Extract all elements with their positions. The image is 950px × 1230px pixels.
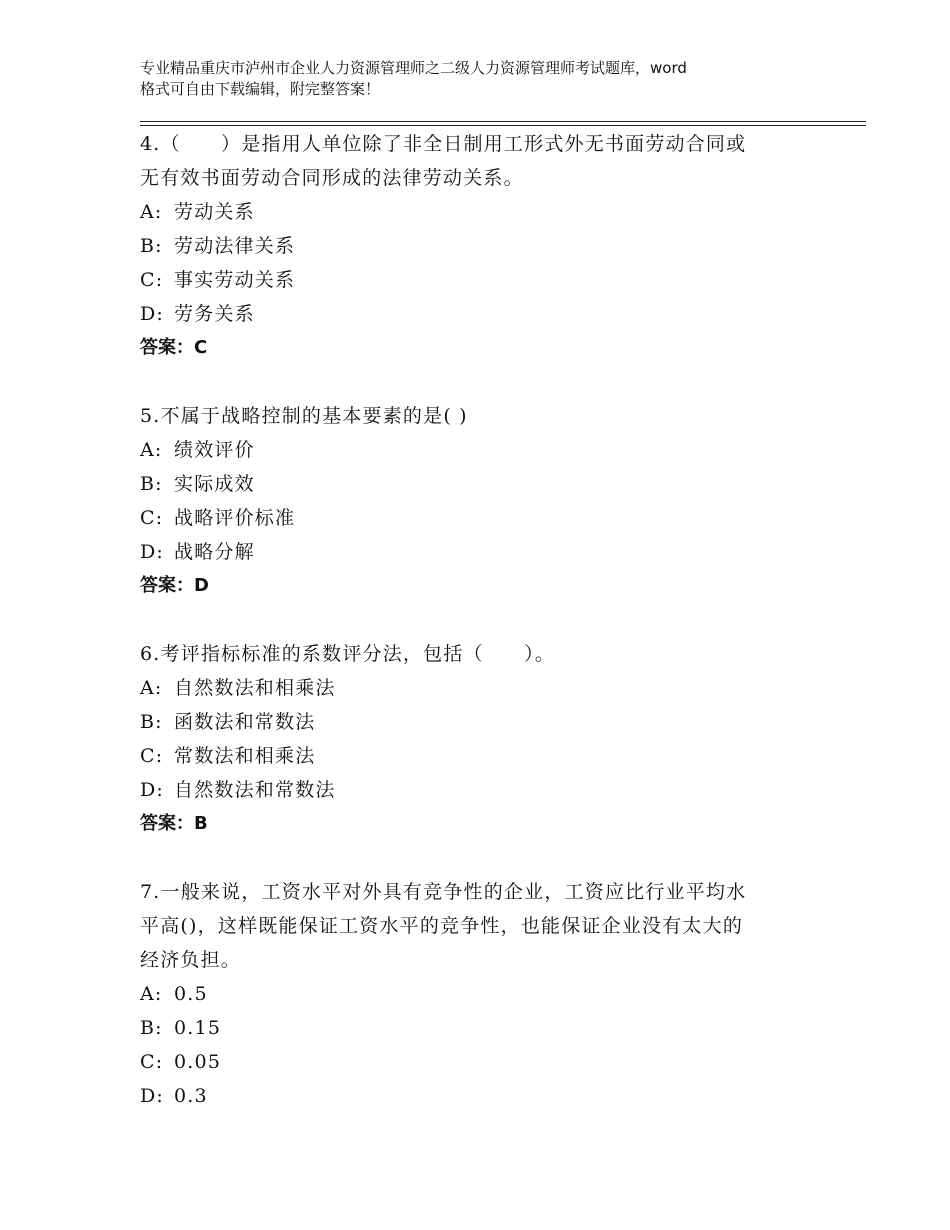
option-letter: D:: [140, 303, 165, 325]
question-stem-line: 4.（ ）是指用人单位除了非全日制用工形式外无书面劳动合同或: [140, 133, 747, 155]
option-text: 绩效评价: [174, 439, 255, 461]
option-text: 自然数法和相乘法: [174, 677, 336, 699]
option-a: [140, 977, 840, 1011]
question-stem-line: 6.考评指标标准的系数评分法，包括（ ）。: [140, 643, 556, 665]
header-line-2: 格式可自由下载编辑，附完整答案！: [140, 80, 381, 98]
option-c: [140, 263, 840, 297]
answer-line: 答案：C: [140, 337, 208, 358]
option-a: [140, 195, 840, 229]
question-4: [140, 127, 840, 365]
answer-line: 答案：D: [140, 575, 209, 596]
option-text: 战略评价标准: [174, 507, 296, 529]
option-text: 战略分解: [174, 541, 255, 563]
option-d: [140, 535, 840, 569]
option-c: [140, 1045, 840, 1079]
question-stem-line: 经济负担。: [140, 949, 242, 971]
option-b: [140, 467, 840, 501]
option-d: [140, 297, 840, 331]
option-letter: D:: [140, 779, 165, 801]
question-stem-line: 无有效书面劳动合同形成的法律劳动关系。: [140, 167, 524, 189]
option-letter: D:: [140, 541, 165, 563]
option-text: 函数法和常数法: [174, 711, 316, 733]
header-rule-thick: [140, 121, 866, 122]
option-letter: A:: [140, 677, 163, 699]
option-text: 劳动法律关系: [174, 235, 296, 257]
option-c: [140, 739, 840, 773]
option-a: [140, 433, 840, 467]
question-6: [140, 637, 840, 841]
option-text: 0.05: [174, 1051, 222, 1073]
option-text: 常数法和相乘法: [174, 745, 316, 767]
option-letter: B:: [140, 711, 163, 733]
option-letter: B:: [140, 1017, 163, 1039]
question-stem-line: 5.不属于战略控制的基本要素的是( ): [140, 405, 468, 427]
option-text: 0.3: [174, 1085, 208, 1107]
option-text: 劳动关系: [174, 201, 255, 223]
option-b: [140, 705, 840, 739]
option-d: [140, 773, 840, 807]
question-gap: [140, 365, 840, 399]
option-text: 自然数法和常数法: [174, 779, 336, 801]
option-d: [140, 1079, 840, 1113]
option-letter: C:: [140, 745, 164, 767]
header-line-1: 专业精品重庆市泸州市企业人力资源管理师之二级人力资源管理师考试题库，word: [140, 59, 687, 77]
option-letter: C:: [140, 269, 164, 291]
header-rule-thin: [140, 125, 866, 126]
option-letter: A:: [140, 201, 163, 223]
option-letter: B:: [140, 235, 163, 257]
option-letter: B:: [140, 473, 163, 495]
question-5: [140, 399, 840, 603]
option-letter: D:: [140, 1085, 165, 1107]
option-text: 劳务关系: [174, 303, 255, 325]
option-text: 实际成效: [174, 473, 255, 495]
question-stem-line: 7.一般来说，工资水平对外具有竞争性的企业，工资应比行业平均水: [140, 881, 747, 903]
option-text: 0.5: [174, 983, 208, 1005]
answer-line: 答案：B: [140, 813, 208, 834]
option-c: [140, 501, 840, 535]
option-text: 0.15: [174, 1017, 222, 1039]
option-b: [140, 1011, 840, 1045]
option-a: [140, 671, 840, 705]
option-text: 事实劳动关系: [174, 269, 296, 291]
option-letter: C:: [140, 1051, 164, 1073]
option-letter: A:: [140, 439, 163, 461]
question-7: [140, 875, 840, 1113]
document-header: [140, 58, 840, 100]
question-list: [140, 127, 840, 1113]
question-gap: [140, 841, 840, 875]
option-b: [140, 229, 840, 263]
option-letter: A:: [140, 983, 163, 1005]
option-letter: C:: [140, 507, 164, 529]
question-stem-line: 平高()，这样既能保证工资水平的竞争性，也能保证企业没有太大的: [140, 915, 744, 937]
question-gap: [140, 603, 840, 637]
